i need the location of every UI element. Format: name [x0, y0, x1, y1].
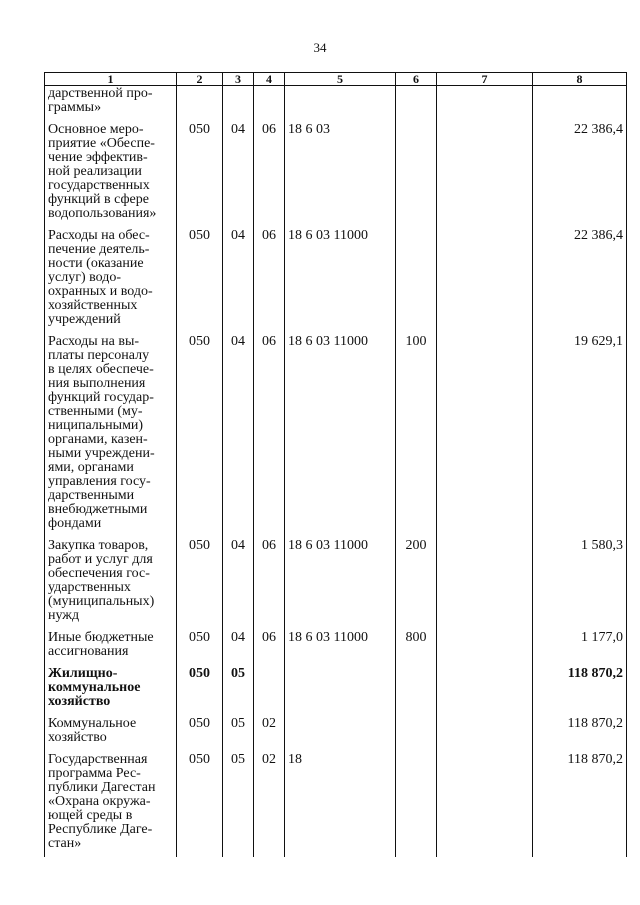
- name-line: коммунальное: [48, 680, 141, 695]
- cell-sum: 19 629,1: [533, 333, 627, 537]
- budget-table: [44, 72, 627, 857]
- cell-csr: [285, 715, 396, 751]
- name-line: дарственными: [48, 488, 135, 503]
- cell-col7: [437, 537, 533, 629]
- header-col-6: 6: [396, 73, 437, 86]
- name-line: платы персоналу: [48, 348, 150, 363]
- cell-pr: 06: [254, 121, 285, 227]
- cell-col7: [437, 751, 533, 857]
- cell-csr: [285, 665, 396, 715]
- cell-sum: 118 870,2: [533, 715, 627, 751]
- header-col-7: 7: [437, 73, 533, 86]
- name-line: ющей среды в: [48, 808, 133, 823]
- table-row: [45, 665, 627, 715]
- cell-name: [45, 715, 177, 751]
- cell-rz: 05: [223, 665, 254, 715]
- cell-ved: 050: [177, 333, 223, 537]
- name-line: государственных: [48, 178, 150, 193]
- cell-ved: 050: [177, 715, 223, 751]
- name-line: ности (оказание: [48, 256, 144, 271]
- cell-col7: [437, 629, 533, 665]
- name-line: услуг) водо-: [48, 270, 122, 285]
- cell-col7: [437, 227, 533, 333]
- cell-pr: 06: [254, 629, 285, 665]
- cell-csr: 18 6 03 11000: [285, 629, 396, 665]
- table-row: [45, 537, 627, 629]
- name-line: управления госу-: [48, 474, 151, 489]
- name-line: граммы»: [48, 100, 102, 115]
- name-line: Коммунальное: [48, 716, 137, 731]
- table-row: [45, 227, 627, 333]
- cell-pr: [254, 86, 285, 122]
- cell-pr: 06: [254, 537, 285, 629]
- cell-sum: 22 386,4: [533, 121, 627, 227]
- name-line: функций государ-: [48, 390, 154, 405]
- cell-rz: 05: [223, 751, 254, 857]
- name-line: нужд: [48, 608, 80, 623]
- cell-csr: [285, 86, 396, 122]
- name-line: охранных и водо-: [48, 284, 153, 299]
- cell-name: [45, 665, 177, 715]
- table-row: [45, 121, 627, 227]
- cell-name: [45, 751, 177, 857]
- name-line: хозяйство: [48, 694, 111, 709]
- name-line: ной реализации: [48, 164, 142, 179]
- cell-name: [45, 86, 177, 122]
- cell-rz: 04: [223, 333, 254, 537]
- header-col-8: 8: [533, 73, 627, 86]
- cell-vr: [396, 751, 437, 857]
- cell-sum: 22 386,4: [533, 227, 627, 333]
- cell-vr: 100: [396, 333, 437, 537]
- cell-vr: 800: [396, 629, 437, 665]
- name-line: функций в сфере: [48, 192, 149, 207]
- cell-rz: [223, 86, 254, 122]
- name-line: Иные бюджетные: [48, 630, 154, 645]
- cell-csr: 18: [285, 751, 396, 857]
- page-number: 34: [313, 40, 327, 55]
- table-row: [45, 751, 627, 857]
- cell-rz: 04: [223, 227, 254, 333]
- cell-vr: [396, 86, 437, 122]
- name-line: приятие «Обеспе-: [48, 136, 155, 151]
- cell-col7: [437, 715, 533, 751]
- table-row: [45, 715, 627, 751]
- cell-name: [45, 227, 177, 333]
- cell-pr: 06: [254, 333, 285, 537]
- name-line: в целях обеспече-: [48, 362, 154, 377]
- cell-rz: 05: [223, 715, 254, 751]
- name-line: ния выполнения: [48, 376, 146, 391]
- cell-ved: 050: [177, 121, 223, 227]
- table-header-row: [45, 73, 627, 86]
- name-line: публики Дагестан: [48, 780, 156, 795]
- name-line: ударственных: [48, 580, 131, 595]
- name-line: хозяйственных: [48, 298, 138, 313]
- cell-vr: [396, 227, 437, 333]
- name-line: обеспечения гос-: [48, 566, 150, 581]
- table-body: [45, 86, 627, 858]
- cell-ved: 050: [177, 227, 223, 333]
- cell-csr: 18 6 03 11000: [285, 227, 396, 333]
- cell-rz: 04: [223, 121, 254, 227]
- name-line: водопользования»: [48, 206, 157, 221]
- name-line: Основное меро-: [48, 122, 144, 137]
- name-line: фондами: [48, 516, 102, 531]
- name-line: чение эффектив-: [48, 150, 148, 165]
- table-row: [45, 629, 627, 665]
- name-line: ассигнования: [48, 644, 129, 659]
- header-col-5: 5: [285, 73, 396, 86]
- cell-pr: 02: [254, 751, 285, 857]
- cell-sum: 1 177,0: [533, 629, 627, 665]
- cell-name: [45, 121, 177, 227]
- cell-vr: [396, 715, 437, 751]
- cell-vr: [396, 665, 437, 715]
- cell-vr: [396, 121, 437, 227]
- cell-sum: 1 580,3: [533, 537, 627, 629]
- name-line: ными учреждени-: [48, 446, 155, 461]
- name-line: Жилищно-: [48, 666, 118, 681]
- name-line: учреждений: [48, 312, 121, 327]
- name-line: (муниципальных): [48, 594, 155, 609]
- cell-pr: 02: [254, 715, 285, 751]
- cell-col7: [437, 333, 533, 537]
- name-line: ственными (му-: [48, 404, 143, 419]
- cell-vr: 200: [396, 537, 437, 629]
- header-col-1: 1: [45, 73, 177, 86]
- name-line: работ и услуг для: [48, 552, 153, 567]
- cell-sum: [533, 86, 627, 122]
- cell-ved: 050: [177, 537, 223, 629]
- name-line: Закупка товаров,: [48, 538, 149, 553]
- name-line: органами, казен-: [48, 432, 148, 447]
- cell-csr: 18 6 03: [285, 121, 396, 227]
- name-line: программа Рес-: [48, 766, 141, 781]
- table-row: [45, 333, 627, 537]
- cell-rz: 04: [223, 537, 254, 629]
- name-line: Расходы на обес-: [48, 228, 150, 243]
- name-line: Государственная: [48, 752, 148, 767]
- cell-sum: 118 870,2: [533, 665, 627, 715]
- name-line: ями, органами: [48, 460, 134, 475]
- name-line: «Охрана окружа-: [48, 794, 151, 809]
- cell-ved: 050: [177, 665, 223, 715]
- cell-ved: 050: [177, 629, 223, 665]
- name-line: внебюджетными: [48, 502, 148, 517]
- cell-csr: 18 6 03 11000: [285, 333, 396, 537]
- name-line: стан»: [48, 836, 82, 851]
- name-line: печение деятель-: [48, 242, 150, 257]
- name-line: Республике Даге-: [48, 822, 153, 837]
- name-line: дарственной про-: [48, 86, 153, 101]
- name-line: Расходы на вы-: [48, 334, 140, 349]
- table-row: [45, 86, 627, 122]
- cell-name: [45, 629, 177, 665]
- header-col-3: 3: [223, 73, 254, 86]
- header-col-4: 4: [254, 73, 285, 86]
- cell-name: [45, 333, 177, 537]
- cell-col7: [437, 121, 533, 227]
- cell-csr: 18 6 03 11000: [285, 537, 396, 629]
- cell-ved: 050: [177, 751, 223, 857]
- cell-pr: 06: [254, 227, 285, 333]
- cell-rz: 04: [223, 629, 254, 665]
- header-col-2: 2: [177, 73, 223, 86]
- cell-pr: [254, 665, 285, 715]
- name-line: хозяйство: [48, 730, 107, 745]
- cell-ved: [177, 86, 223, 122]
- cell-col7: [437, 665, 533, 715]
- cell-col7: [437, 86, 533, 122]
- name-line: ниципальными): [48, 418, 144, 433]
- cell-sum: 118 870,2: [533, 751, 627, 857]
- cell-name: [45, 537, 177, 629]
